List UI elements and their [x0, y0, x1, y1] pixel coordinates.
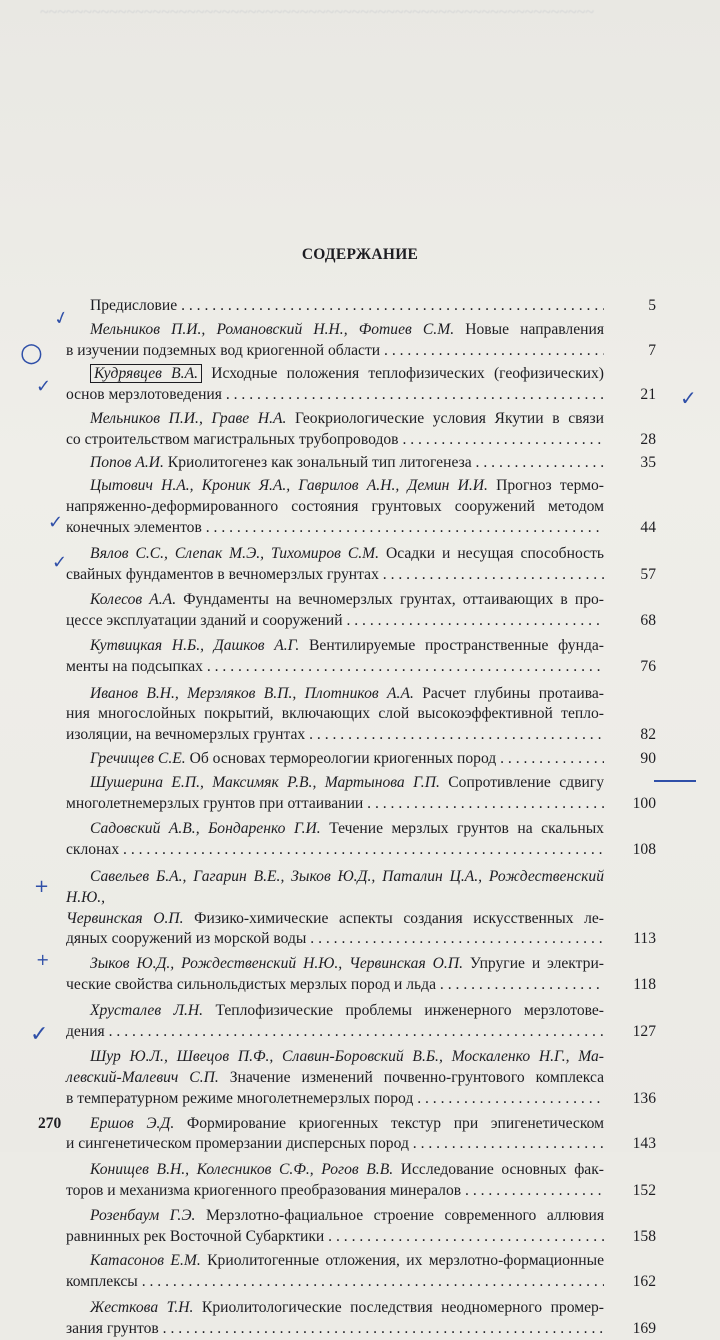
toc-entry-line: Кудрявцев В.А. Исходные положения теплофизических (геофизических) [66, 364, 604, 385]
toc-entry-page: 21 [640, 386, 656, 404]
toc-entry-line: Кутвицкая Н.Б., Дашков А.Г. Вентилируемые пространственные фунда- [90, 636, 605, 654]
toc-entry-line: Попов А.И. Криолитогенез как зональный тип литогенеза . . . [66, 453, 604, 474]
toc-entry [66, 1160, 656, 1202]
toc-entry-authors: Садовский А.В., Бондаренко Г.И. [90, 820, 321, 838]
toc-entry-authors: Гречищев С.Е. [90, 749, 186, 767]
toc-entry [66, 544, 656, 586]
toc-entry-authors: Савельев Б.А., Гагарин В.Е., Зыков Ю.Д., Паталин Ц.А., Рождественский Н.Ю., [66, 867, 604, 906]
toc-entry-line: Червинская О.П. Физико-химические аспекты создания искусственных ле- [66, 909, 604, 927]
toc-entry [66, 409, 656, 451]
toc-entry-authors: Цытович Н.А., Кроник Я.А., Гаврилов А.Н., Демин И.И. [90, 477, 488, 495]
page-number: 270 [38, 1115, 62, 1132]
toc-entry [66, 954, 656, 996]
toc-entry-line: конечных элементов . . . [66, 518, 604, 539]
toc-entry-line: склонах . . . [66, 840, 604, 861]
pen-check-mark: ✓ [51, 306, 72, 331]
toc-entry-authors: Попов А.И. [90, 453, 164, 471]
toc-entry-line: Мельников П.И., Граве Н.А. Геокриологические условия Якутии в связи [90, 409, 604, 427]
toc-entry [66, 1114, 656, 1156]
pen-underline-mark [654, 780, 696, 782]
toc-entry [66, 773, 656, 815]
toc-entry-page: 108 [632, 841, 656, 859]
table-of-contents [66, 292, 656, 1340]
toc-entry-authors: Кудрявцев В.А. [90, 364, 202, 383]
toc-entry-line: менты на подсыпках . . . [66, 657, 604, 678]
toc-entry-authors: Зыков Ю.Д., Рождественский Н.Ю., Червинская О.П. [90, 955, 463, 973]
toc-entry-authors: Иванов В.Н., Мерзляков В.П., Плотников А.А. [90, 684, 414, 702]
toc-entry-line: Шушерина Е.П., Максимяк Р.В., Мартынова Г.П. Сопротивление сдвигу [90, 773, 604, 791]
toc-entry-line: многолетнемерзлых грунтов при оттаивании . . . [66, 794, 604, 815]
toc-entry [66, 684, 656, 746]
toc-entry-authors: Вялов С.С., Слепак М.Э., Тихомиров С.М. [90, 544, 380, 562]
toc-entry-line: Вялов С.С., Слепак М.Э., Тихомиров С.М. Осадки и несущая способность [90, 544, 604, 562]
pen-check-mark: ✓ [30, 1022, 49, 1047]
toc-entry [66, 590, 656, 632]
toc-entry-page: 162 [632, 1273, 656, 1291]
toc-entry-page: 152 [632, 1182, 656, 1200]
toc-entry-page: 68 [640, 612, 656, 630]
toc-entry [66, 1047, 656, 1109]
toc-entry-line: дяных сооружений из морской воды . . . [66, 929, 604, 950]
toc-entry [66, 636, 656, 678]
pen-plus-mark: + [34, 876, 50, 897]
bleed-through-text: ~~~~~~~~~~~~~~~~~~~~~~~~~~~~~~~~~~~~~~~~~~~~~~~~~~~~~~~~~~~~~~~~ [40, 4, 594, 21]
toc-entry-line: и сингенетическом промерзании дисперсных пород . . . [66, 1134, 604, 1155]
toc-entry-line: основ мерзлотоведения . . . [66, 385, 604, 406]
toc-entry-page: 5 [648, 297, 656, 314]
toc-entry-page: 100 [632, 794, 656, 812]
toc-entry-line: Предисловие . . . [66, 296, 604, 317]
toc-entry-line: со строительством магистральных трубопроводов . . . [66, 430, 604, 451]
toc-entry-line: ния многослойных покрытий, включающих слой высокоэффективной тепло- [66, 705, 604, 723]
toc-entry-line: зания грунтов . . . [66, 1319, 604, 1340]
page-title: СОДЕРЖАНИЕ [301, 246, 419, 263]
toc-entry-line: ческие свойства сильнольдистых мерзлых пород и льда . . . [66, 975, 604, 996]
toc-entry-authors: левский-Малевич С.П. [66, 1069, 219, 1087]
toc-entry-page: 44 [640, 518, 656, 536]
toc-entry-authors: Мельников П.И., Романовский Н.Н., Фотиев С.М. [90, 320, 455, 338]
toc-entry-page: 113 [633, 930, 656, 948]
toc-entry [66, 476, 656, 538]
toc-entry-line: Жесткова Т.Н. Криолитологические последствия неодномерного промер- [90, 1299, 604, 1317]
toc-entry-line: свайных фундаментов в вечномерзлых грунтах . . . [66, 565, 604, 586]
toc-entry-line: изоляции, на вечномерзлых грунтах . . . [66, 725, 604, 746]
toc-entry [66, 320, 656, 362]
toc-entry-page: 118 [633, 975, 656, 993]
pen-check-mark: ✓ [36, 376, 52, 397]
toc-entry [66, 1206, 656, 1248]
toc-entry-line: Гречищев С.Е. Об основах термореологии криогенных пород . . . [66, 749, 604, 770]
toc-entry-line: в изучении подземных вод криогенной области . . . [66, 341, 604, 362]
toc-entry-line: цессе эксплуатации зданий и сооружений . . . [66, 611, 604, 632]
toc-entry-page: 57 [640, 565, 656, 583]
toc-entry-authors: Конищев В.Н., Колесников С.Ф., Рогов В.В. [90, 1161, 394, 1179]
toc-entry-line: левский-Малевич С.П. Значение изменений почвенно-грунтового комплекса [66, 1069, 604, 1087]
toc-entry-line: напряженно-деформированного состояния грунтовых сооружений методом [66, 498, 604, 516]
toc-entry-line: комплексы . . . [66, 1272, 604, 1293]
pen-check-mark: ✓ [680, 386, 697, 410]
toc-entry [66, 364, 656, 406]
toc-entry-line: Розенбаум Г.Э. Мерзлотно-фациальное строение современного аллювия [90, 1206, 604, 1224]
toc-entry-authors: Кутвицкая Н.Б., Дашков А.Г. [90, 636, 300, 654]
toc-entry-line: Колесов А.А. Фундаменты на вечномерзлых грунтах, оттаивающих в про- [90, 591, 604, 609]
toc-entry-line: Хрусталев Л.Н. Теплофизические проблемы инженерного мерзлотове- [90, 1001, 605, 1019]
toc-entry-line: Мельников П.И., Романовский Н.Н., Фотиев С.М. Новые направления [90, 320, 604, 338]
toc-entry-page: 90 [640, 749, 656, 767]
toc-entry-authors: Червинская О.П. [66, 909, 184, 927]
toc-entry-page: 143 [632, 1135, 656, 1153]
pen-check-mark: ✓ [52, 552, 68, 573]
toc-entry-authors: Жесткова Т.Н. [90, 1299, 194, 1317]
toc-entry-line: дения . . . [66, 1022, 604, 1043]
toc-entry-line: Ершов Э.Д. Формирование криогенных текстур при эпигенетическом [90, 1114, 604, 1132]
toc-entry-page: 158 [632, 1227, 656, 1245]
pen-plus-mark: + [36, 950, 50, 969]
toc-entry-authors: Мельников П.И., Граве Н.А. [90, 409, 287, 427]
toc-entry-line: торов и механизма криогенного преобразования минералов . . . [66, 1181, 604, 1202]
toc-entry-authors: Шушерина Е.П., Максимяк Р.В., Мартынова Г.П. [90, 773, 440, 791]
toc-entry-page: 127 [632, 1022, 656, 1040]
toc-entry-authors: Шур Ю.Л., Швецов П.Ф., Славин-Боровский В.Б., Москаленко Н.Г., Ма [90, 1048, 599, 1066]
toc-entry-line: Катасонов Е.М. Криолитогенные отложения, их мерзлотно-формационные [90, 1252, 604, 1270]
toc-entry [66, 296, 656, 317]
toc-entry-line: Цытович Н.А., Кроник Я.А., Гаврилов А.Н., Демин И.И. Прогноз термо- [90, 477, 604, 495]
toc-entry-line: равнинных рек Восточной Субарктики . . . [66, 1227, 604, 1248]
toc-entry-page: 35 [640, 453, 656, 471]
toc-entry-line [66, 867, 604, 909]
toc-entry-line: в температурном режиме многолетнемерзлых пород . . . [66, 1089, 604, 1110]
toc-entry-line: Конищев В.Н., Колесников С.Ф., Рогов В.В. Исследование основных фак- [90, 1161, 604, 1179]
toc-entry-page: 169 [632, 1319, 656, 1337]
toc-entry-page: 136 [632, 1089, 656, 1107]
toc-entry-line: Иванов В.Н., Мерзляков В.П., Плотников А.А. Расчет глубины протаива- [90, 684, 604, 702]
toc-entry-page: 82 [640, 726, 656, 744]
pen-circle-mark: ○ [20, 338, 43, 368]
toc-entry [66, 1298, 656, 1340]
toc-entry-page: 76 [640, 657, 656, 675]
toc-entry-authors: Катасонов Е.М. [90, 1252, 201, 1270]
toc-entry [66, 453, 656, 474]
toc-entry [66, 1251, 656, 1293]
toc-entry-line: Зыков Ю.Д., Рождественский Н.Ю., Червинская О.П. Упругие и электри- [90, 955, 604, 973]
toc-entry-authors: Ершов Э.Д. [90, 1114, 175, 1132]
toc-entry-authors: Колесов А.А. [90, 591, 177, 609]
toc-entry [66, 819, 656, 861]
toc-entry-authors: Хрусталев Л.Н. [90, 1001, 204, 1019]
toc-entry-page: 7 [648, 341, 656, 359]
pen-check-mark: ✓ [48, 512, 64, 533]
toc-entry-line: Садовский А.В., Бондаренко Г.И. Течение мерзлых грунтов на скальных [90, 820, 604, 838]
toc-entry-authors: Розенбаум Г.Э. [90, 1206, 196, 1224]
toc-entry [66, 867, 656, 950]
toc-entry-page: 28 [640, 430, 656, 448]
toc-entry [66, 749, 656, 770]
toc-entry-line: Шур Ю.Л., Швецов П.Ф., Славин-Боровский В.Б., Москаленко Н.Г., Ма- [90, 1048, 604, 1066]
toc-entry [66, 1001, 656, 1043]
